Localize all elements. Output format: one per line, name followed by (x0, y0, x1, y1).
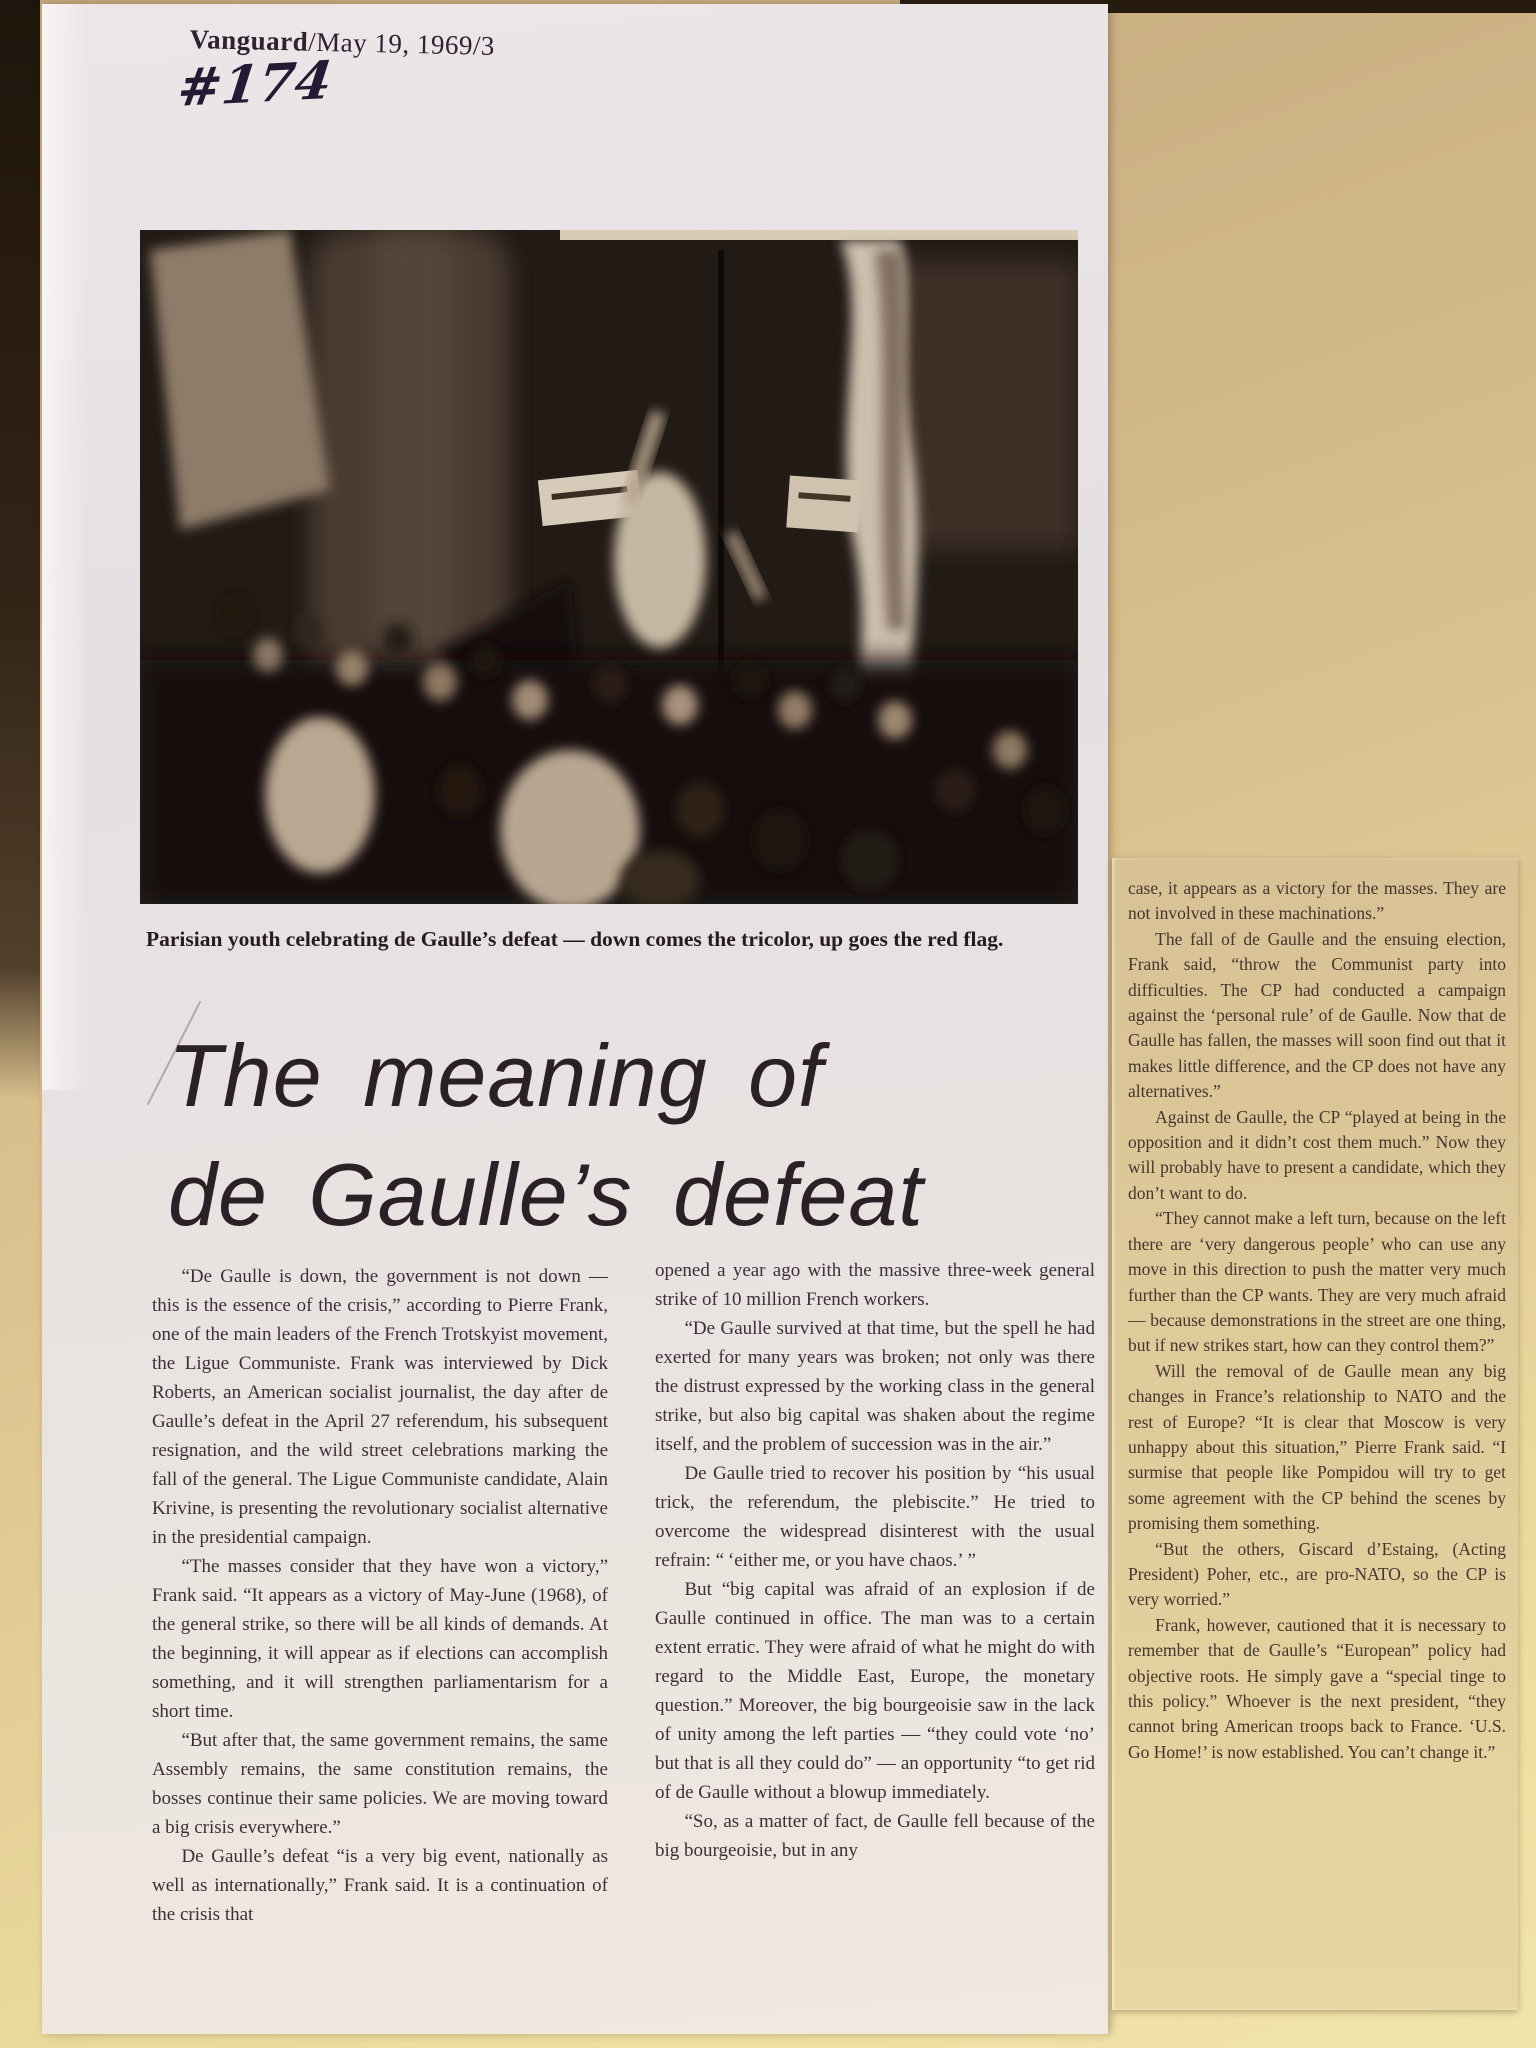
article-column-3 (1128, 876, 1506, 1994)
article-paragraph: case, it appears as a victory for the masses. They are not involved in these machinations.” (1128, 878, 1506, 924)
article-paragraph: “De Gaulle is down, the government is not down — this is the essence of the crisis,” according to Pierre Frank, one of the main leaders of the French Trotskyist movement, the Ligue Communiste. Frank was interviewed by Dick Roberts, an American socialist journalist, the day after de Gaulle’s defeat in the April 27 referendum, his subsequent resignation, and the wild street celebrations marking the fall of the general. The Ligue Communiste candidate, Alain Krivine, is presenting the revolutionary socialist alternative in the presidential campaign. (152, 1266, 608, 1548)
article-paragraph: Frank, however, cautioned that it is necessary to remember that de Gaulle’s “European” policy had objective roots. He simply gave a “special tinge to this policy.” Whoever is the next president, “they cannot bring American troops back to France. ‘U.S. Go Home!’ is now established. You can’t change it.” (1128, 1614, 1506, 1762)
crowd-photo (140, 230, 1078, 904)
article-paragraph: opened a year ago with the massive three-week general strike of 10 million French workers. (655, 1260, 1095, 1310)
article-headline (168, 1016, 924, 1254)
article-paragraph: “De Gaulle survived at that time, but the spell he had exerted for many years was broken; not only was there the distrust expressed by the working class in the general strike, but also big capital was shaken about the regime itself, and the problem of succession was in the air.” (655, 1318, 1095, 1455)
photo-caption: Parisian youth celebrating de Gaulle’s defeat — down comes the tricolor, up goes the red flag. (146, 927, 1004, 951)
article-column-2 (655, 1256, 1095, 2046)
article-paragraph: “But after that, the same government remains, the same Assembly remains, the same constitution remains, the bosses continue their same policies. We are moving toward a big crisis everywhere.” (152, 1730, 608, 1838)
article-paragraph: Against de Gaulle, the CP “played at being in the opposition and it didn’t cost them much.” Now they will probably have to present a candidate, which they don’t want to do. (1128, 1106, 1506, 1203)
article-paragraph: “The masses consider that they have won a victory,” Frank said. “It appears as a victory of May-June (1968), of the general strike, so there will be all kinds of demands. At the beginning, it will appear as if elections can accomplish something, and it will strengthen parliamentarism for a short time. (152, 1556, 608, 1722)
headline-line-1: The meaning of (168, 1026, 824, 1125)
article-paragraph: De Gaulle’s defeat “is a very big event, nationally as well as internationally,” Frank said. It is a continuation of the crisis that (152, 1846, 608, 1925)
article-paragraph: But “big capital was afraid of an explosion if de Gaulle continued in office. The man was to a certain extent erratic. They were afraid of what he might do with regard to the Middle East, Europe, the monetary question.” Moreover, the big bourgeoisie saw in the lack of unity among the left parties — “they could vote ‘no’ but that is all they could do” — an opportunity “to get rid of de Gaulle without a blowup immediately. (655, 1579, 1095, 1803)
scan-dark-edge-left (0, 0, 40, 1100)
article-paragraph: The fall of de Gaulle and the ensuing election, Frank said, “throw the Communist party into difficulties. The CP had conducted a campaign against the ‘personal rule’ of de Gaulle. Now that de Gaulle has fallen, the masses will soon find out that it makes little difference, and the CP does not have any alternatives.” (1128, 928, 1506, 1102)
publication-name: Vanguard (189, 24, 309, 57)
article-paragraph: Will the removal of de Gaulle mean any big changes in France’s relationship to NATO and the rest of Europe? “It is clear that Moscow is very unhappy about this situation,” Pierre Frank said. “I surmise that people like Pompidou will try to get some agreement with the CP behind the scenes by promising them something. (1128, 1360, 1506, 1534)
article-column-1 (152, 1262, 608, 2044)
crowd-photo-illustration (140, 230, 1078, 904)
headline-line-2: de Gaulle’s defeat (168, 1145, 924, 1244)
clipping-sheet-edge-highlight (42, 4, 88, 1090)
article-paragraph: “So, as a matter of fact, de Gaulle fell because of the big bourgeoisie, but in any (655, 1811, 1095, 1861)
article-paragraph: “They cannot make a left turn, because on the left there are ‘very dangerous people’ who can use any move in this direction to push the matter very much further than the CP wants. They are very much afraid — because demonstrations in the street are one thing, but if new strikes start, how can they control them?” (1128, 1208, 1506, 1356)
handwritten-archive-number: #174 (174, 50, 336, 119)
article-paragraph: De Gaulle tried to recover his position by “his usual trick, the referendum, the plebiscite.” He tried to overcome the widespread disinterest with the usual refrain: “ ‘either me, or you have chaos.’ ” (655, 1463, 1095, 1571)
publication-date: /May 19, 1969/3 (307, 26, 496, 61)
article-paragraph: “But the others, Giscard d’Estaing, (Acting President) Poher, etc., are pro-NATO, so the CP is very worried.” (1128, 1538, 1506, 1610)
